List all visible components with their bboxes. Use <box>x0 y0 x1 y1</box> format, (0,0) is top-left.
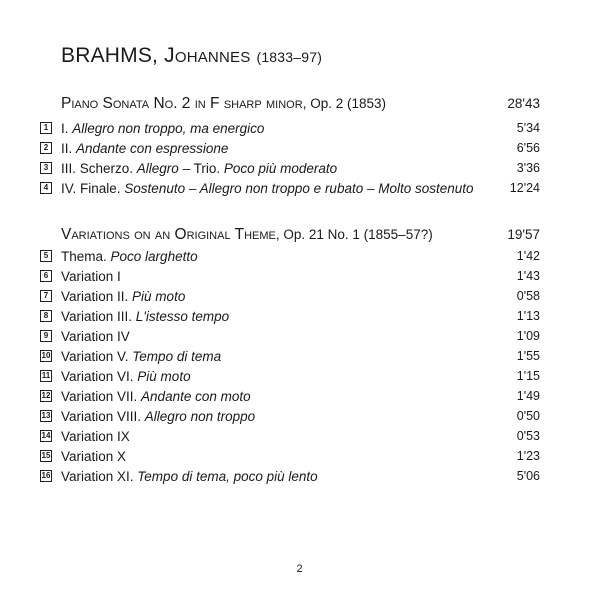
page-number: 2 <box>296 563 303 575</box>
track-row <box>40 366 540 386</box>
movement-title: III. Scherzo. <box>61 160 137 176</box>
work-heading <box>61 95 540 115</box>
movement-title: Variation VI. <box>61 368 138 384</box>
track-row <box>40 178 540 198</box>
work-title-line <box>61 95 386 113</box>
track-duration: 3'36 <box>516 161 540 175</box>
track-label <box>61 449 126 464</box>
track-row <box>40 406 540 426</box>
track-row <box>40 326 540 346</box>
track-duration: 5'06 <box>516 469 540 483</box>
movement-title: Variation III. <box>61 308 136 324</box>
track-number-badge: 7 <box>40 290 52 302</box>
track-number-badge: 8 <box>40 310 52 322</box>
composer-separator: , <box>152 44 165 67</box>
track-number-badge: 9 <box>40 330 52 342</box>
work-heading <box>61 226 540 246</box>
track-number-badge: 14 <box>41 431 51 440</box>
track-duration: 1'23 <box>516 449 540 463</box>
track-label <box>61 469 318 484</box>
track-list <box>40 118 540 198</box>
tempo-marking: Allegro non troppo, ma energico <box>72 120 265 136</box>
track-number-badge: 12 <box>41 391 51 400</box>
track-duration: 1'13 <box>516 309 540 323</box>
track-number-badge: 11 <box>41 371 51 380</box>
track-row <box>40 346 540 366</box>
tempo-marking: Allegro non troppo <box>144 408 256 424</box>
tempo-marking: Sostenuto – Allegro non troppo e rubato – Molto sostenuto <box>124 180 474 196</box>
tempo-marking-2: Poco più moderato <box>223 160 338 176</box>
track-label <box>61 181 474 196</box>
track-number-badge: 16 <box>41 471 51 480</box>
track-duration: 1'55 <box>516 349 540 363</box>
tempo-marking: Più moto <box>137 368 191 384</box>
track-duration: 0'58 <box>516 289 540 303</box>
track-number-badge: 15 <box>41 451 51 460</box>
track-row <box>40 466 540 486</box>
track-duration: 0'53 <box>516 429 540 443</box>
work-total-duration: 19'57 <box>507 227 540 242</box>
track-row <box>40 118 540 138</box>
track-label <box>61 309 229 324</box>
track-label <box>61 389 251 404</box>
track-row <box>40 286 540 306</box>
movement-title-cont: – Trio. <box>178 160 224 176</box>
tempo-marking: Più moto <box>132 288 186 304</box>
work-title: Piano Sonata No. 2 in F sharp minor <box>61 95 303 112</box>
track-label <box>61 429 130 444</box>
work-total-duration: 28'43 <box>507 96 540 111</box>
movement-title: Thema. <box>61 248 111 264</box>
track-label <box>61 369 191 384</box>
track-number-badge: 10 <box>41 351 51 360</box>
work-opus: , Op. 2 (1853) <box>302 96 386 111</box>
movement-title: IV. Finale. <box>61 180 125 196</box>
track-row <box>40 306 540 326</box>
tempo-marking: Andante con moto <box>141 388 251 404</box>
composer-surname: BRAHMS <box>61 44 153 67</box>
composer-dates: (1833–97) <box>256 49 323 65</box>
movement-title: Variation V. <box>61 348 133 364</box>
tempo-marking: Tempo di tema <box>132 348 222 364</box>
track-row <box>40 266 540 286</box>
composer-heading <box>61 44 322 68</box>
track-row <box>40 446 540 466</box>
track-number-badge: 4 <box>40 182 52 194</box>
track-row <box>40 158 540 178</box>
tempo-marking: Allegro <box>136 160 179 176</box>
track-duration: 12'24 <box>509 181 540 195</box>
track-duration: 1'43 <box>516 269 540 283</box>
work-opus: , Op. 21 No. 1 (1855–57?) <box>275 227 433 242</box>
track-number-badge: 3 <box>40 162 52 174</box>
track-label <box>61 141 228 156</box>
movement-title: Variation I <box>61 268 121 284</box>
work-title-line <box>61 226 433 244</box>
track-label <box>61 269 121 284</box>
tempo-marking: Tempo di tema, poco più lento <box>137 468 318 484</box>
track-row <box>40 386 540 406</box>
track-duration: 5'34 <box>516 121 540 135</box>
work-title: Variations on an Original Theme <box>61 226 276 243</box>
track-row <box>40 138 540 158</box>
track-label <box>61 329 130 344</box>
track-label <box>61 289 185 304</box>
track-row <box>40 246 540 266</box>
movement-title: I. <box>61 120 73 136</box>
track-row <box>40 426 540 446</box>
track-duration: 6'56 <box>516 141 540 155</box>
track-list <box>40 246 540 486</box>
tempo-marking: Andante con espressione <box>76 140 229 156</box>
track-duration: 0'50 <box>516 409 540 423</box>
movement-title: Variation VII. <box>61 388 142 404</box>
movement-title: Variation IX <box>61 428 130 444</box>
track-duration: 1'49 <box>516 389 540 403</box>
track-label <box>61 121 264 136</box>
movement-title: Variation X <box>61 448 127 464</box>
track-number-badge: 1 <box>40 122 52 134</box>
track-duration: 1'15 <box>516 369 540 383</box>
tempo-marking: Poco larghetto <box>110 248 198 264</box>
movement-title: Variation VIII. <box>61 408 145 424</box>
track-label <box>61 161 337 176</box>
track-number-badge: 5 <box>40 250 52 262</box>
composer-given-name: Johannes <box>164 44 251 67</box>
track-label <box>61 249 198 264</box>
track-label <box>61 349 221 364</box>
movement-title: Variation II. <box>61 288 133 304</box>
tempo-marking: L'istesso tempo <box>135 308 230 324</box>
movement-title: Variation XI. <box>61 468 138 484</box>
track-number-badge: 13 <box>41 411 51 420</box>
track-label <box>61 409 255 424</box>
movement-title: II. <box>61 140 77 156</box>
track-number-badge: 6 <box>40 270 52 282</box>
movement-title: Variation IV <box>61 328 130 344</box>
track-number-badge: 2 <box>40 142 52 154</box>
track-duration: 1'42 <box>516 249 540 263</box>
track-duration: 1'09 <box>516 329 540 343</box>
